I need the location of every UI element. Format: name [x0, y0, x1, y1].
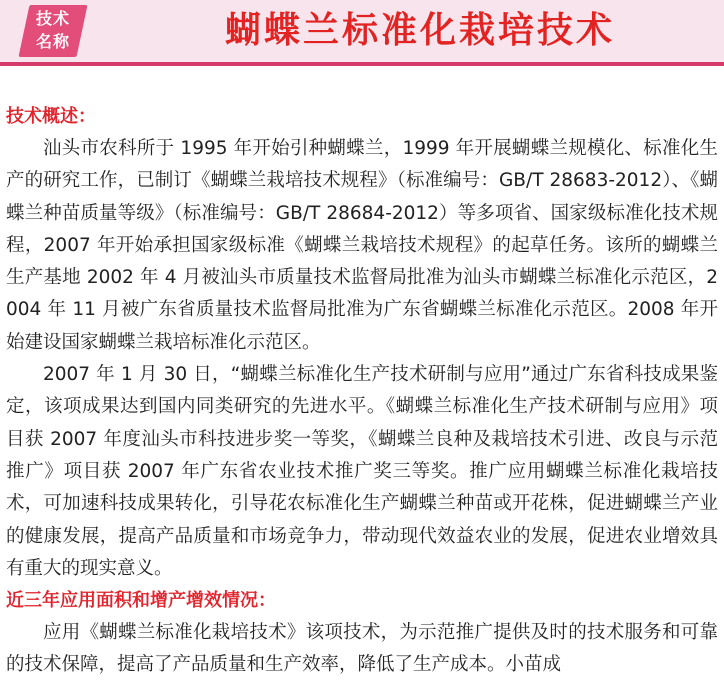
application-paragraph-1: 应用《蝴蝶兰标准化栽培技术》该项技术，为示范推广提供及时的技术服务和可靠的技术保障，提高了产品质量和生产效率，降低了生产成本。小苗成 — [6, 622, 718, 676]
header-divider — [0, 62, 724, 66]
tag-line-1: 技术 — [35, 9, 70, 28]
overview-paragraph-1: 汕头市农科所于 1995 年开始引种蝴蝶兰，1999 年开展蝴蝶兰规模化、标准化生产的研究工作，已制订《蝴蝶兰栽培技术规程》（标准编号：GB/T 28683-2012）、《蝴蝶兰种苗质量等级》（标准编号：GB/T 28684-2012）等多项省、国家级标准化技术规程，2007 年开始承担国家级标准《蝴蝶兰栽培技术规程》的起草任务。该所的蝴蝶兰生产基地 2002 年 4 月被汕头市质量技术监督局批准为汕头市蝴蝶兰标准化示范区，2004 年 11 月被广东省质量技术监督局批准为广东省蝴蝶兰标准化示范区。2008 年开始建设国家蝴蝶兰栽培标准化示范区。 — [6, 138, 718, 353]
page-title: 蝴蝶兰标准化栽培技术 — [224, 10, 615, 51]
tag-line-2: 名称 — [35, 32, 70, 51]
section-heading-application: 近三年应用面积和增产增效情况： — [6, 590, 276, 612]
section-heading-overview: 技术概述： — [6, 106, 96, 127]
overview-paragraph-2: 2007 年 1 月 30 日，“蝴蝶兰标准化生产技术研制与应用”通过广东省科技成果鉴定，该项成果达到国内同类研究的先进水平。《蝴蝶兰标准化生产技术研制与应用》项目获 2007 年度汕头市科技进步奖一等奖，《蝴蝶兰良种及栽培技术引进、改良与示范推广》项目获 2007 年广东省农业技术推广奖三等奖。推广应用蝴蝶兰标准化栽培技术，可加速科技成果转化，引导花农标准化生产蝴蝶兰种苗或开花株，促进蝴蝶兰产业的健康发展，提高产品质量和市场竞争力，带动现代效益农业的发展，促进农业增效具有重大的现实意义。 — [6, 364, 718, 579]
tech-name-tag-label — [24, 7, 82, 53]
article-body — [6, 101, 718, 682]
